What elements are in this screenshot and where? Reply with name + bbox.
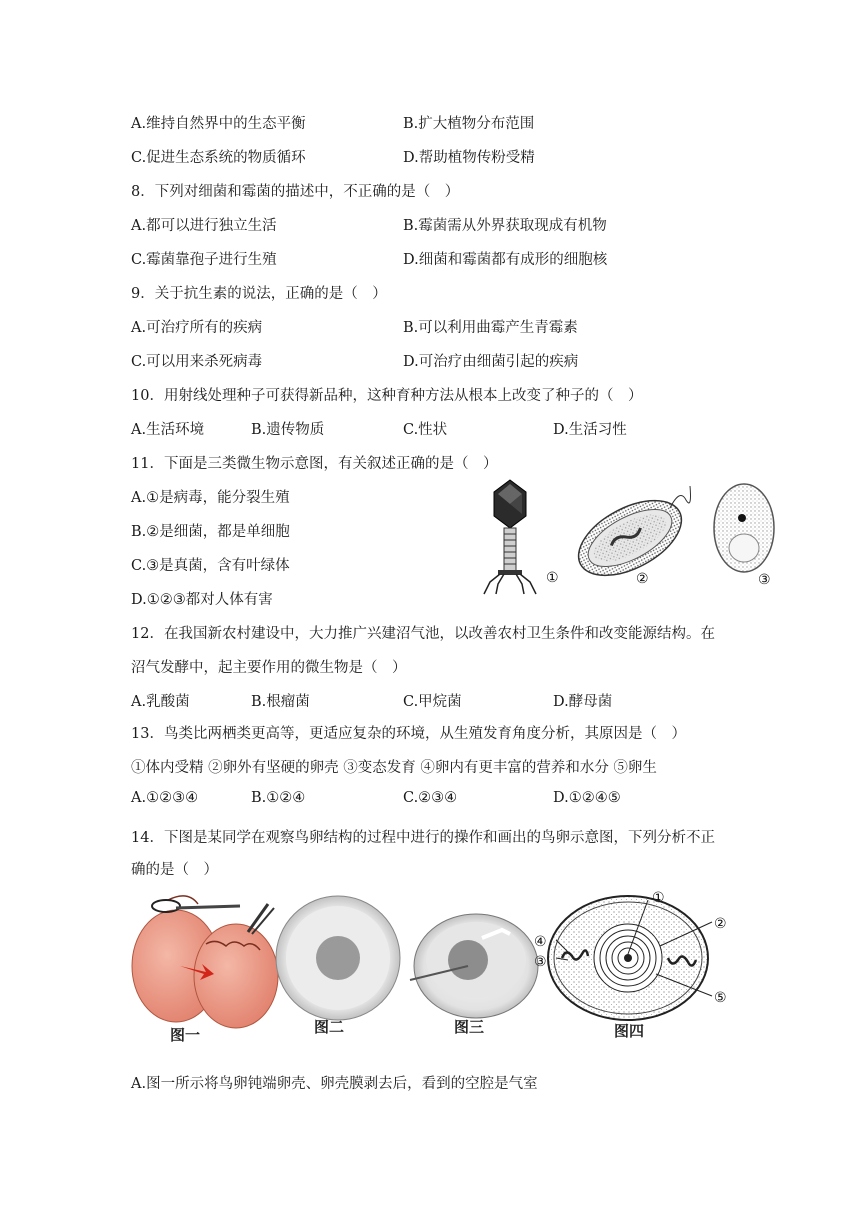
virus-drawing — [484, 480, 536, 594]
q13-option-c: C.②③④ — [403, 790, 458, 806]
egg-label-5: ⑤ — [714, 990, 727, 1006]
q7-option-c: C.促进生态系统的物质循环 — [131, 150, 306, 166]
q10-option-b: B.遗传物质 — [251, 422, 325, 438]
figure-two-dish-egg — [276, 896, 400, 1020]
q10-option-d: D.生活习性 — [553, 422, 627, 438]
q13-option-d: D.①②④⑤ — [553, 790, 621, 806]
egg-label-3: ③ — [534, 954, 547, 970]
q12-stem-line1: 12．在我国新农村建设中，大力推广兴建沼气池，以改善农村卫生条件和改变能源结构。在 — [131, 626, 715, 642]
q8-option-c: C.霉菌靠孢子进行生殖 — [131, 252, 277, 268]
microorganism-figure — [470, 478, 790, 596]
figure-one-egg-opening — [132, 896, 278, 1028]
q13-stem: 13．鸟类比两栖类更高等，更适应复杂的环境，从生殖发育角度分析，其原因是（ ） — [131, 726, 686, 742]
caption-figure-four: 图四 — [614, 1022, 645, 1040]
bacterium-drawing — [566, 485, 693, 591]
q13-items: ①体内受精 ②卵外有坚硬的卵壳 ③变态发育 ④卵内有更丰富的营养和水分 ⑤卵生 — [131, 760, 657, 776]
q9-option-d: D.可治疗由细菌引起的疾病 — [403, 354, 579, 370]
q8-option-a: A.都可以进行独立生活 — [131, 218, 277, 234]
q14-option-a: A.图一所示将鸟卵钝端卵壳、卵壳膜剥去后，看到的空腔是气室 — [131, 1076, 538, 1092]
q8-option-b: B.霉菌需从外界获取现成有机物 — [403, 218, 607, 234]
q11-option-a: A.①是病毒，能分裂生殖 — [131, 490, 290, 506]
q10-stem: 10．用射线处理种子可获得新品种，这种育种方法从根本上改变了种子的（ ） — [131, 388, 643, 404]
q12-option-c: C.甲烷菌 — [403, 694, 462, 710]
q12-option-a: A.乳酸菌 — [131, 694, 190, 710]
q7-option-a: A.维持自然界中的生态平衡 — [131, 116, 306, 132]
egg-label-1: ① — [652, 890, 665, 906]
q10-option-a: A.生活环境 — [131, 422, 205, 438]
q10-option-c: C.性状 — [403, 422, 448, 438]
caption-figure-two: 图二 — [314, 1018, 345, 1036]
q12-stem-line2: 沼气发酵中，起主要作用的微生物是（ ） — [131, 660, 407, 676]
q9-option-b: B.可以利用曲霉产生青霉素 — [403, 320, 578, 336]
q11-option-c: C.③是真菌，含有叶绿体 — [131, 558, 290, 574]
egg-label-4: ④ — [534, 934, 547, 950]
figure-label-1: ① — [546, 570, 559, 586]
figure-four-egg-diagram — [548, 896, 712, 1020]
q9-option-a: A.可治疗所有的疾病 — [131, 320, 263, 336]
q9-stem: 9．关于抗生素的说法，正确的是（ ） — [131, 286, 387, 302]
q9-option-c: C.可以用来杀死病毒 — [131, 354, 263, 370]
figure-three-dish-probe — [410, 914, 538, 1018]
q12-option-b: B.根瘤菌 — [251, 694, 310, 710]
q11-option-d: D.①②③都对人体有害 — [131, 592, 273, 608]
caption-figure-three: 图三 — [454, 1018, 485, 1036]
q13-option-b: B.①②④ — [251, 790, 306, 806]
egg-label-2: ② — [714, 916, 727, 932]
q7-option-d: D.帮助植物传粉受精 — [403, 150, 535, 166]
q8-option-d: D.细菌和霉菌都有成形的细胞核 — [403, 252, 608, 268]
q7-option-b: B.扩大植物分布范围 — [403, 116, 535, 132]
figure-label-3: ③ — [758, 572, 771, 588]
q14-stem-line1: 14．下图是某同学在观察鸟卵结构的过程中进行的操作和画出的鸟卵示意图，下列分析不正 — [131, 830, 715, 846]
yeast-drawing — [714, 484, 774, 572]
q11-stem: 11．下面是三类微生物示意图，有关叙述正确的是（ ） — [131, 456, 498, 472]
q13-option-a: A.①②③④ — [131, 790, 199, 806]
q14-stem-line2: 确的是（ ） — [131, 862, 218, 878]
caption-figure-one: 图一 — [170, 1026, 201, 1044]
q11-option-b: B.②是细菌，都是单细胞 — [131, 524, 290, 540]
q12-option-d: D.酵母菌 — [553, 694, 613, 710]
bird-egg-figure — [128, 886, 738, 1046]
q8-stem: 8．下列对细菌和霉菌的描述中，不正确的是（ ） — [131, 184, 460, 200]
figure-label-2: ② — [636, 571, 649, 587]
